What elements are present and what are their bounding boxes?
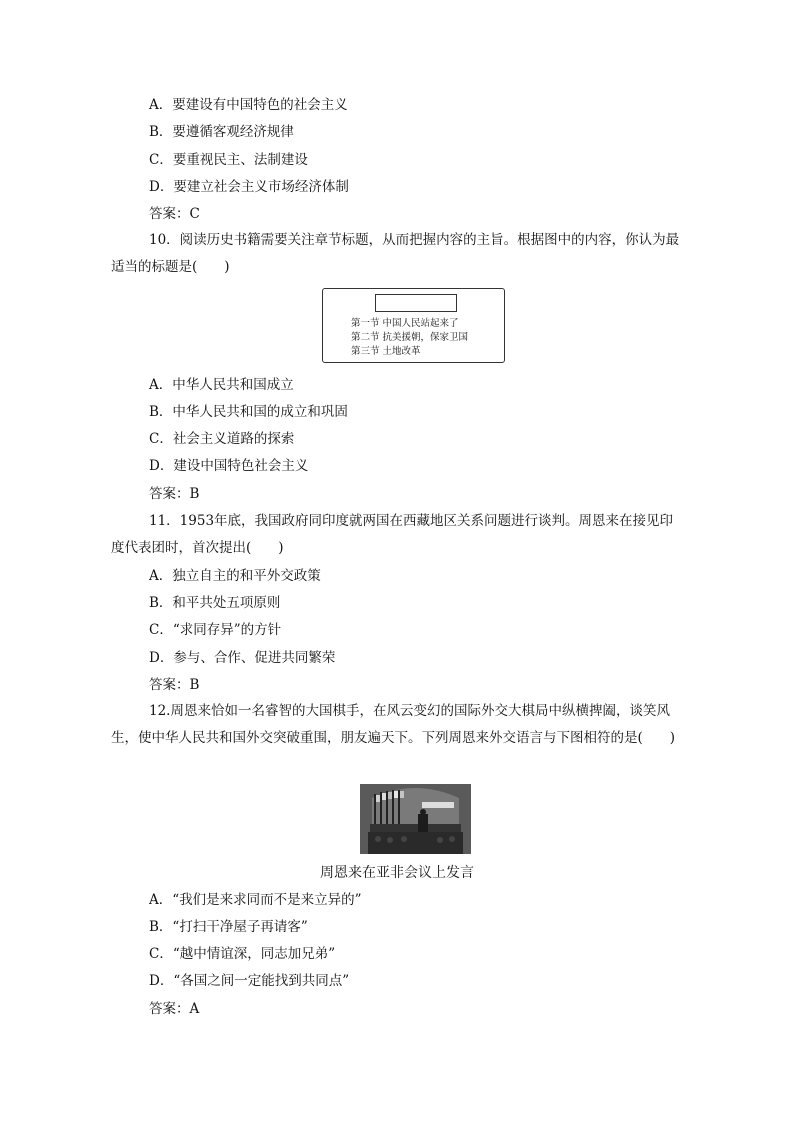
q10-figure-section-3: 第三节 土地改革 [351,346,421,357]
q12-option-b: B．“打扫干净屋子再请客” [149,919,308,935]
q12-photo-illustration [360,784,471,854]
q9-option-d: D．要建立社会主义市场经济体制 [149,179,349,195]
q10-figure-section-2: 第二节 抗美援朝，保家卫国 [351,332,469,343]
q10-option-a: A．中华人民共和国成立 [149,377,294,393]
q12-option-a: A．“我们是来求同而不是来立异的” [149,892,362,908]
q12-option-c: C．“越中情谊深，同志加兄弟” [149,946,336,962]
q11-option-d: D．参与、合作、促进共同繁荣 [149,650,336,666]
q10-chapter-figure [322,288,505,363]
q11-answer: 答案：B [149,677,200,693]
q9-option-c: C．要重视民主、法制建设 [149,152,308,168]
q11-option-a: A．独立自主的和平外交政策 [149,568,321,584]
q9-option-b: B．要遵循客观经济规律 [149,124,294,140]
q11-option-b: B．和平共处五项原则 [149,595,281,611]
q11-option-c: C．“求同存异”的方针 [149,622,282,638]
q10-option-b: B．中华人民共和国的成立和巩固 [149,404,348,420]
q10-figure-section-1: 第一节 中国人民站起来了 [351,318,459,329]
q10-option-d: D．建设中国特色社会主义 [149,458,309,474]
q10-answer: 答案：B [149,486,200,502]
q10-blank-title-box [375,294,457,312]
q12-stem: 12.周恩来恰如一名睿智的大国棋手，在风云变幻的国际外交大棋局中纵横捭阖，谈笑风生，使中华人民共和国外交突破重围，朋友遍天下。下列周恩来外交语言与下图相符的是( ) [111,703,676,746]
q10-option-c: C．社会主义道路的探索 [149,431,295,447]
q12-conference-photo [360,784,471,854]
q9-answer: 答案：C [149,206,200,222]
q9-option-a: A．要建设有中国特色的社会主义 [149,97,348,113]
q12-option-d: D．“各国之间一定能找到共同点” [149,973,350,989]
q10-stem: 10．阅读历史书籍需要关注章节标题，从而把握内容的主旨。根据图中的内容，你认为最适当的标题是( ) [111,232,680,275]
q11-stem: 11．1953年底，我国政府同印度就两国在西藏地区关系问题进行谈判。周恩来在接见印度代表团时，首次提出( ) [111,513,674,556]
q12-photo-caption: 周恩来在亚非会议上发言 [320,865,474,881]
q12-answer: 答案：A [149,1001,200,1017]
